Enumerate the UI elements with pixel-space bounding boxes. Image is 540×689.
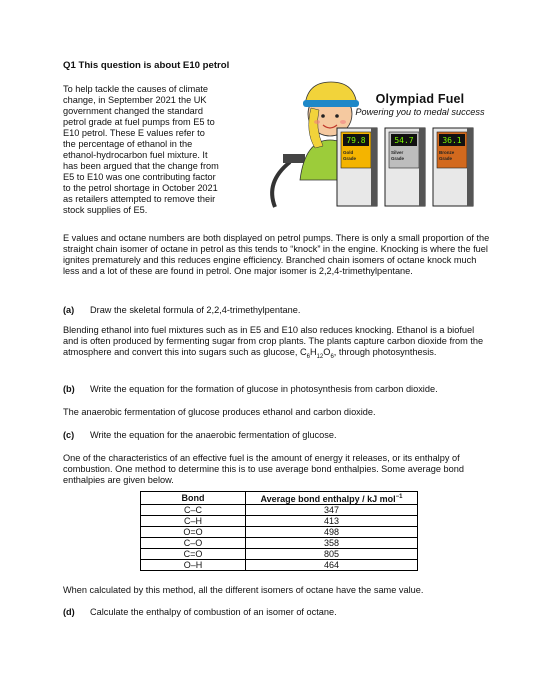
intro-line: E5 to E10 was one contributing factor [63, 172, 216, 182]
intro-line: ethanol-hydrocarbon fuel mixture. It [63, 150, 208, 160]
question-d [63, 607, 337, 617]
table-header-enthalpy-text: Average bond enthalpy / kJ mol [260, 494, 396, 504]
intro-paragraph [63, 84, 268, 216]
intro-line: E10 petrol. These E values refer to [63, 128, 205, 138]
question-a-label: (a) [63, 305, 75, 315]
glucose-o-symbol: O [323, 347, 331, 357]
table-cell-bond: C–C [141, 505, 246, 516]
table-header-row [141, 492, 418, 505]
table-cell-enthalpy: 498 [246, 527, 418, 538]
table-cell-enthalpy: 347 [246, 505, 418, 516]
fuel-hose [272, 162, 290, 207]
brand-block [350, 92, 490, 117]
table-row [141, 549, 418, 560]
ethanol-paragraph-text: Blending ethanol into fuel mixtures such as in E5 and E10 also reduces knocking. Ethanol is a biofuel and is often produced by fermenting sugar from crop plants. The plants capture carbon dioxide from the atmosphere and convert this into sugars such as glucose, C [63, 325, 484, 357]
table-header-unit-exponent: −1 [395, 494, 403, 500]
intro-line: has been argued that the change from [63, 161, 219, 171]
fuel-pump-illustration [245, 62, 495, 212]
intro-line: to the petrol shortage in October 2021 [63, 183, 218, 193]
pump-bronze [433, 128, 473, 206]
ethanol-paragraph-end: , through photosynthesis. [333, 347, 437, 357]
pump-gold [337, 128, 377, 206]
pump-silver [385, 128, 425, 206]
table-cell-bond: C–H [141, 516, 246, 527]
table-cell-enthalpy: 805 [246, 549, 418, 560]
table-cell-bond: C–O [141, 538, 246, 549]
pump-silver-grade: Silver Grade [391, 150, 405, 161]
intro-line: stock supplies of E5. [63, 205, 148, 215]
question-c [63, 430, 337, 440]
question-d-label: (d) [63, 607, 75, 617]
question-d-text: Calculate the enthalpy of combustion of an isomer of octane. [90, 607, 337, 617]
intro-line: petrol grade at fuel pumps from E5 to [63, 117, 215, 127]
bond-enthalpy-table [140, 491, 418, 571]
glucose-c-subscript: 6 [306, 353, 310, 360]
fuel-nozzle-icon [283, 154, 305, 163]
table-row [141, 527, 418, 538]
table-cell-bond: C=O [141, 549, 246, 560]
table-header-bond: Bond [141, 492, 246, 505]
table-header-enthalpy [246, 492, 418, 505]
question-a-text: Draw the skeletal formula of 2,2,4-trimethylpentane. [90, 305, 301, 315]
table-cell-bond: O–H [141, 560, 246, 571]
question-c-label: (c) [63, 430, 75, 440]
enthalpy-paragraph: One of the characteristics of an effective fuel is the amount of energy it releases, or its enthalpy of combustion. One method to determine this is to use average bond enthalpies. Some average bond enthalpies are given below. [63, 453, 464, 485]
brand-name: Olympiad Fuel [375, 92, 465, 106]
pump-gold-price: 79.8 [346, 136, 366, 145]
intro-line: To help tackle the causes of climate [63, 84, 209, 94]
ethanol-paragraph [63, 325, 488, 363]
intro-line: the percentage of ethanol in the [63, 139, 193, 149]
table-row [141, 505, 418, 516]
table-row [141, 538, 418, 549]
table-cell-enthalpy: 464 [246, 560, 418, 571]
pump-silver-price: 54.7 [394, 136, 414, 145]
isomers-paragraph: When calculated by this method, all the different isomers of octane have the same value. [63, 585, 424, 595]
pump-gold-grade: Gold Grade [343, 150, 357, 161]
table-cell-enthalpy: 413 [246, 516, 418, 527]
question-a [63, 305, 300, 315]
pump-bronze-grade: Bronze Grade [439, 150, 455, 161]
pump-bronze-price: 36.1 [442, 136, 462, 145]
table-cell-bond: O=O [141, 527, 246, 538]
glucose-o-subscript: 6 [330, 353, 334, 360]
fermentation-paragraph: The anaerobic fermentation of glucose produces ethanol and carbon dioxide. [63, 407, 376, 417]
question-b [63, 384, 438, 394]
glucose-h-subscript: 12 [316, 353, 324, 360]
glucose-h-symbol: H [309, 347, 317, 357]
table-cell-enthalpy: 358 [246, 538, 418, 549]
intro-line: as retailers attempted to remove their [63, 194, 216, 204]
intro-line: change, in September 2021 the UK [63, 95, 207, 105]
table-row [141, 560, 418, 571]
question-b-text: Write the equation for the formation of glucose in photosynthesis from carbon dioxide. [90, 384, 438, 394]
brand-slogan: Powering you to medal success [355, 107, 485, 117]
question-title: Q1 This question is about E10 petrol [63, 60, 230, 71]
question-b-label: (b) [63, 384, 75, 394]
octane-paragraph: E values and octane numbers are both displayed on petrol pumps. There is only a small proportion of the straight chain isomer of octane in petrol as this tends to “knock” in the engine. Knocking is where the fuel ignites prematurely and this reduces engine efficiency. Branched chain isomers of octane knock much less and a lot of these are found in petrol. One major isomer is 2,2,4-trimethylpentane. [63, 233, 490, 276]
table-row [141, 516, 418, 527]
question-c-text: Write the equation for the anaerobic fermentation of glucose. [90, 430, 337, 440]
intro-line: government changed the standard [63, 106, 203, 116]
